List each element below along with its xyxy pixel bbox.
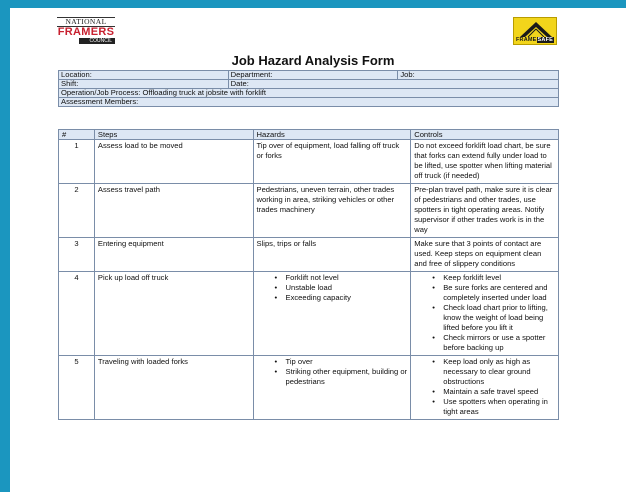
row-number: 4: [59, 272, 95, 356]
table-row: [59, 238, 559, 272]
control-list-item: • Keep forklift level: [429, 273, 555, 283]
row-controls: Pre-plan travel path, make sure it is clear of pedestrians and other trades, use spotters in tight operating areas. Notify supervisor if other trades work is in the way: [411, 184, 559, 238]
control-list-item: • Maintain a safe travel speed: [429, 387, 555, 397]
row-number: 2: [59, 184, 95, 238]
hazard-list: [257, 273, 408, 303]
header-controls: Controls: [411, 130, 559, 140]
framesafe-text-frame: FRAME: [515, 37, 537, 43]
row-step: Pick up load off truck: [94, 272, 253, 356]
control-list-item: • Be sure forks are centered and completely inserted under load: [429, 283, 555, 303]
row-controls: Make sure that 3 points of contact are used. Keep steps on equipment clean and free of slippery conditions: [411, 238, 559, 272]
control-list-item: • Check load chart prior to lifting, know the weight of load being lifted before you lift it: [429, 303, 555, 333]
assessment-members-field[interactable]: Assessment Members:: [59, 98, 559, 107]
department-field[interactable]: Department:: [228, 71, 398, 80]
row-hazard: Pedestrians, uneven terrain, other trades working in area, striking vehicles or other trades machinery: [253, 184, 411, 238]
framesafe-logo: [513, 17, 557, 45]
form-title: Job Hazard Analysis Form: [231, 53, 395, 68]
hazard-list-item: • Forklift not level: [272, 273, 408, 283]
logo-text-council: COUNCIL: [79, 38, 115, 44]
row-controls: Do not exceed forklift load chart, be sure that forks can extend fully under load to be lifted, use spotter when lifting material off truck (if needed): [411, 140, 559, 184]
operation-field[interactable]: Operation/Job Process: Offloading truck at jobsite with forklift: [59, 89, 559, 98]
header-hazards: Hazards: [253, 130, 411, 140]
header-number: #: [59, 130, 95, 140]
hazard-list-item: • Tip over: [272, 357, 408, 367]
row-step: Assess travel path: [94, 184, 253, 238]
row-controls: [411, 356, 559, 420]
framesafe-wordmark: [514, 37, 556, 43]
logo-text-national: NATIONAL: [57, 17, 115, 27]
control-list-item: • Keep load only as high as necessary to clear ground obstructions: [429, 357, 555, 387]
row-hazard: Slips, trips or falls: [253, 238, 411, 272]
row-hazard: [253, 272, 411, 356]
row-step: Assess load to be moved: [94, 140, 253, 184]
logo-text-framers: FRAMERS: [57, 26, 115, 38]
row-controls: [411, 272, 559, 356]
control-list-item: • Use spotters when operating in tight areas: [429, 397, 555, 417]
table-header-row: [59, 130, 559, 140]
hazard-analysis-table: [58, 129, 559, 420]
table-row: [59, 356, 559, 420]
row-number: 1: [59, 140, 95, 184]
job-field[interactable]: Job:: [398, 71, 559, 80]
row-step: Traveling with loaded forks: [94, 356, 253, 420]
hazard-list-item: • Unstable load: [272, 283, 408, 293]
shift-field[interactable]: Shift:: [59, 80, 229, 89]
roof-frame-icon: [520, 21, 552, 37]
location-field[interactable]: Location:: [59, 71, 229, 80]
row-number: 5: [59, 356, 95, 420]
controls-list: [414, 357, 555, 417]
header-steps: Steps: [94, 130, 253, 140]
row-step: Entering equipment: [94, 238, 253, 272]
controls-list: [414, 273, 555, 353]
table-row: [59, 140, 559, 184]
date-field[interactable]: Date:: [228, 80, 558, 89]
row-hazard: [253, 356, 411, 420]
row-number: 3: [59, 238, 95, 272]
table-row: [59, 272, 559, 356]
hazard-list-item: • Striking other equipment, building or pedestrians: [272, 367, 408, 387]
row-hazard: Tip over of equipment, load falling off truck or forks: [253, 140, 411, 184]
job-info-table: [58, 70, 559, 107]
hazard-list-item: • Exceeding capacity: [272, 293, 408, 303]
hazard-list: [257, 357, 408, 387]
framesafe-text-safe: SAFE: [537, 37, 554, 43]
table-row: [59, 184, 559, 238]
national-framers-council-logo: [57, 17, 115, 45]
control-list-item: • Check mirrors or use a spotter before backing up: [429, 333, 555, 353]
